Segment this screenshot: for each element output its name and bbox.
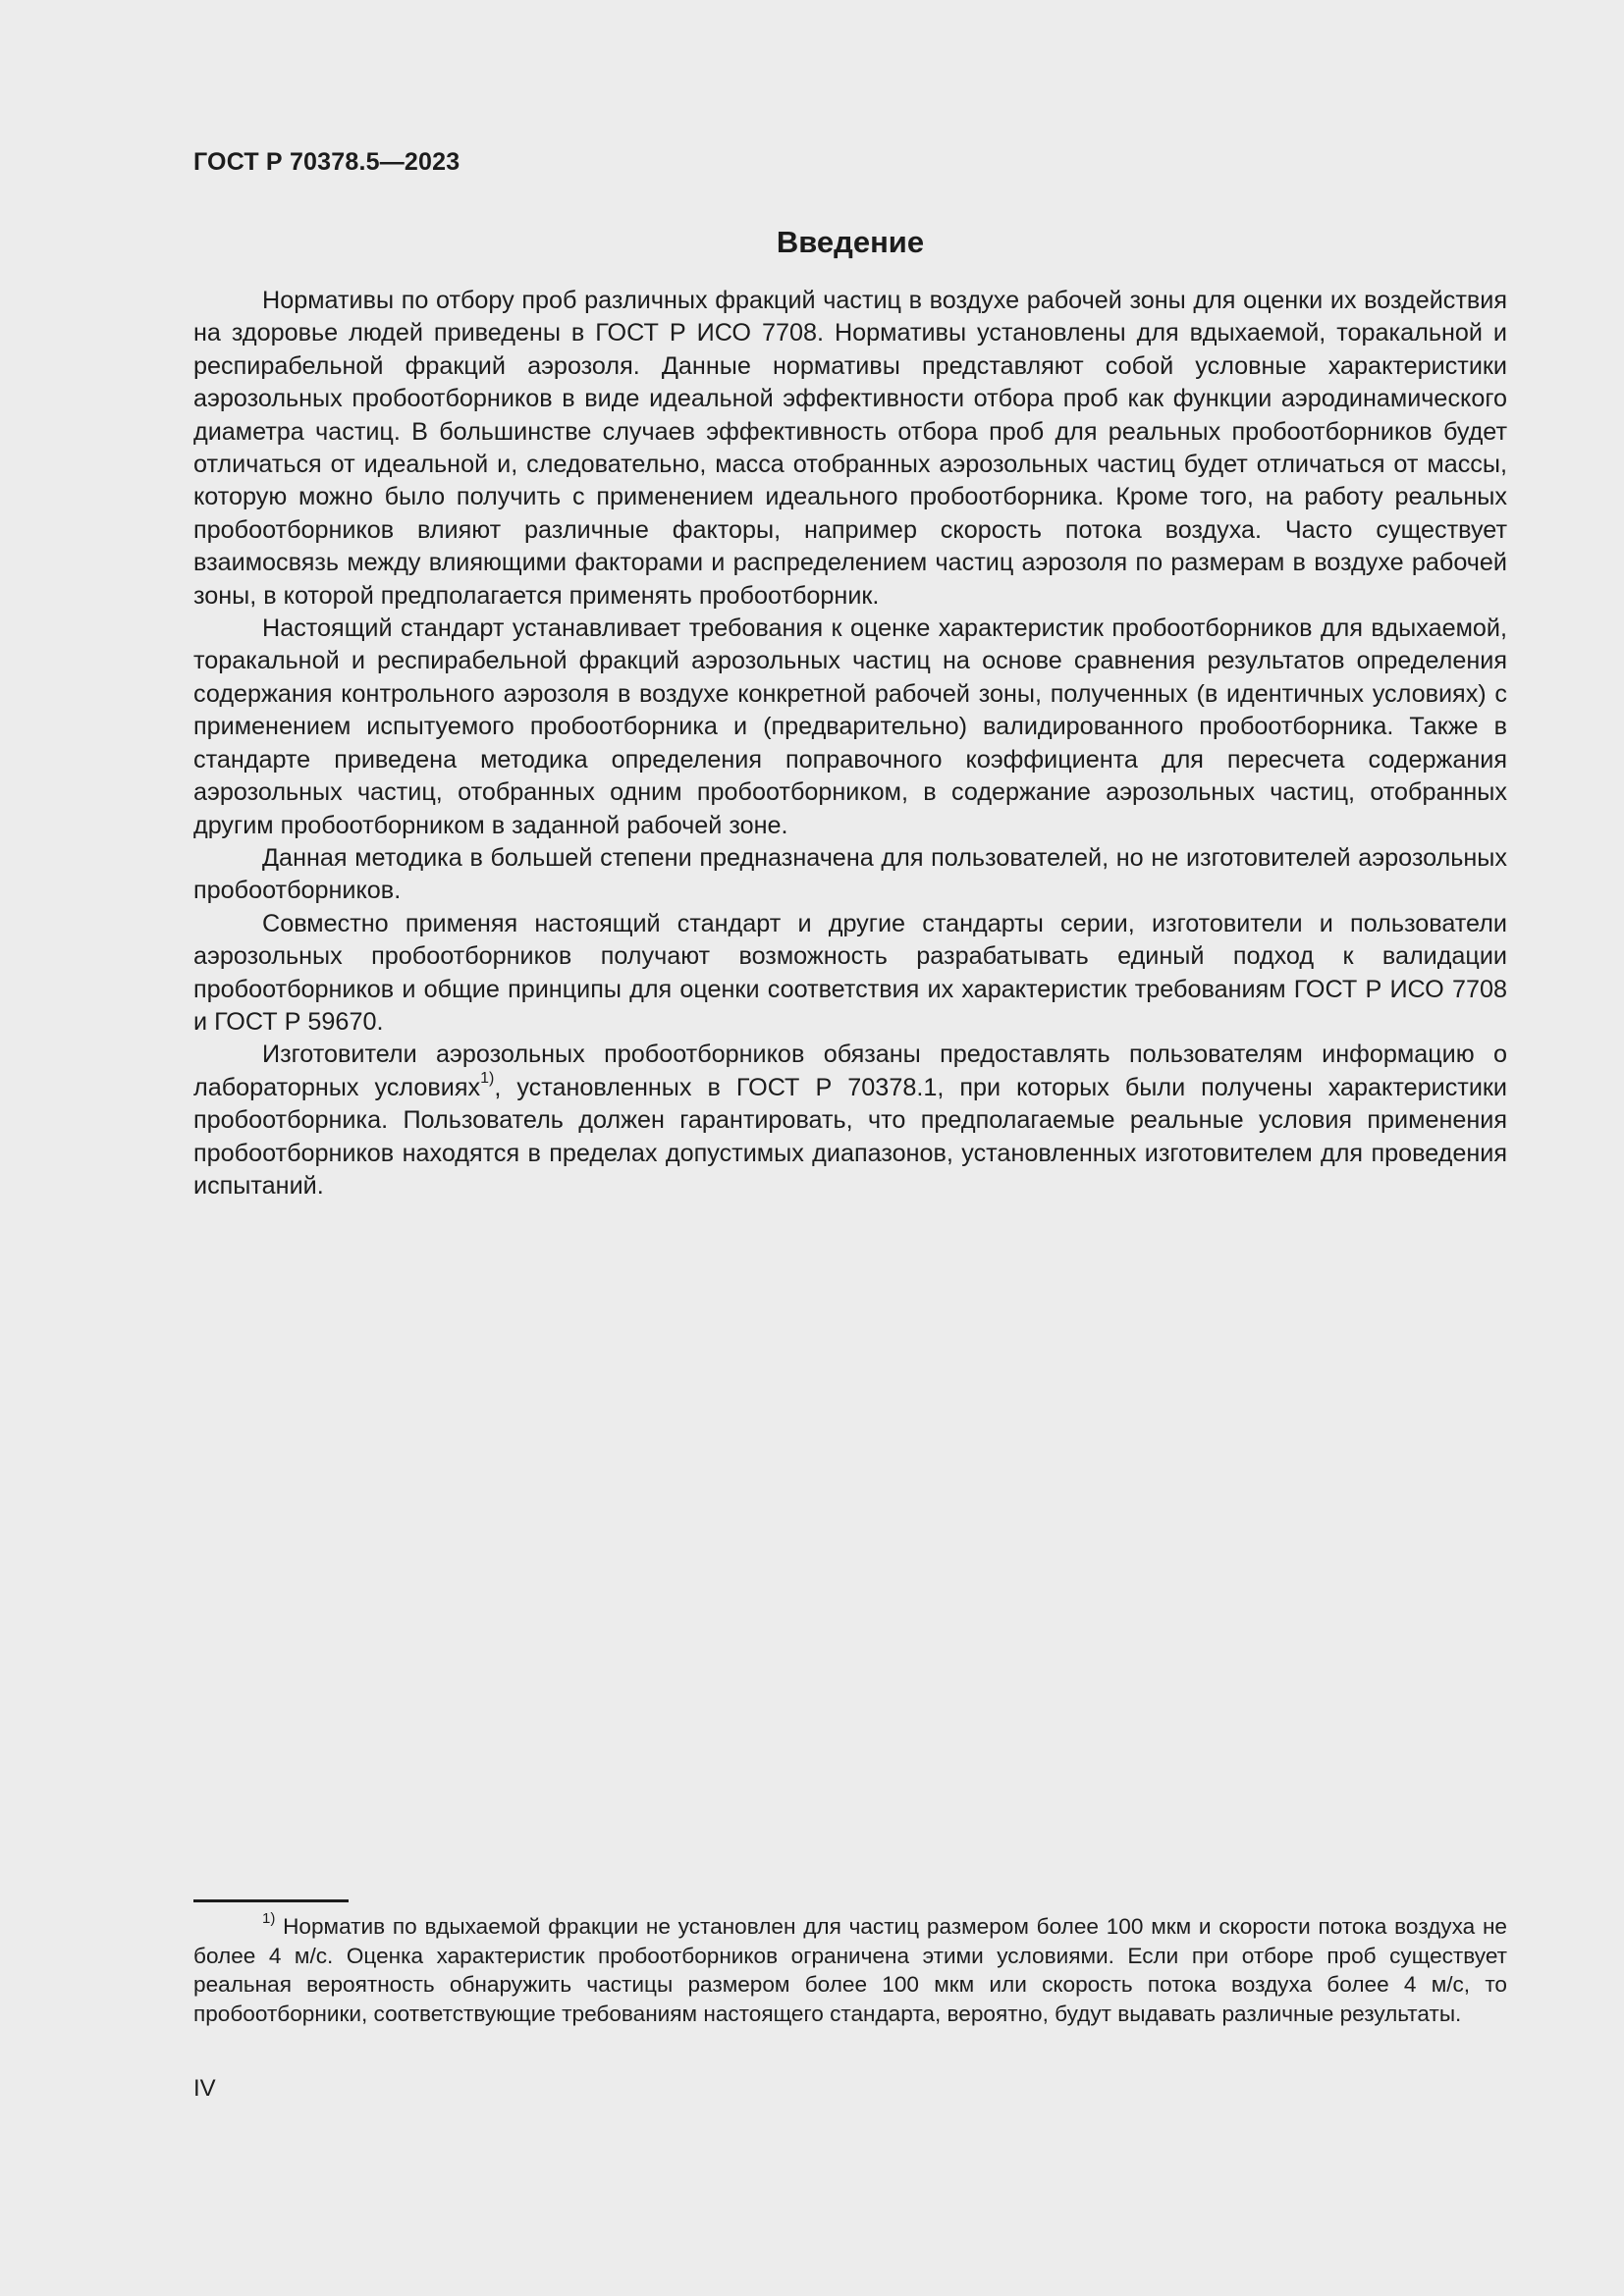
paragraph-3: Данная методика в большей степени предназначена для пользователей, но не изготовителей аэрозольных пробоотборников. [193, 843, 1507, 905]
paragraph-2: Настоящий стандарт устанавливает требования к оценке характеристик пробоотборников для вдыхаемой, торакальной и респирабельной фракций аэрозольных частиц на основе сравнения результатов определения содержания контрольного аэрозоля в воздухе конкретной рабочей зоны, полученных (в идентичных условиях) с применением испытуемого пробоотборника и (предварительно) валидированного пробоотборника. Также в стандарте приведена методика определения поправочного коэффициента для пересчета содержания аэрозольных частиц, отобранных одним пробоотборником, в содержание аэрозольных частиц, отобранных другим пробоотборником в заданной рабочей зоне. [193, 614, 1507, 839]
paragraph-5-text-before: Изготовители аэрозольных пробоотборников обязаны предоставлять пользователям информацию о лабораторных условиях [193, 1041, 1507, 1101]
paragraph-5 [193, 1039, 1507, 1202]
introduction-body [193, 285, 1507, 1202]
footnote-text: Норматив по вдыхаемой фракции не установлен для частиц размером более 100 мкм и скорости потока воздуха не более 4 м/с. Оценка характеристик пробоотборников ограничена этими условиями. Если при отборе проб существует реальная вероятность обнаружить частицы размером более 100 мкм или скорость потока воздуха более 4 м/с, то пробоотборники, соответствующие требованиям настоящего стандарта, вероятно, будут выдавать различные результаты. [193, 1914, 1507, 2026]
footnote-reference[interactable]: 1) [480, 1070, 495, 1088]
footnote [193, 1912, 1507, 2028]
paragraph-4: Совместно применяя настоящий стандарт и другие стандарты серии, изготовители и пользователи аэрозольных пробоотборников получают возможность разрабатывать единый подход к валидации пробоотборников и общие принципы для оценки соответствия их характеристик требованиям ГОСТ Р ИСО 7708 и ГОСТ Р 59670. [193, 909, 1507, 1036]
paragraph-1: Нормативы по отбору проб различных фракций частиц в воздухе рабочей зоны для оценки их воздействия на здоровье людей приведены в ГОСТ Р ИСО 7708. Нормативы установлены для вдыхаемой, торакальной и респирабельной фракций аэрозоля. Данные нормативы представляют собой условные характеристики аэрозольных пробоотборников в виде идеальной эффективности отбора проб как функции аэродинамического диаметра частиц. В большинстве случаев эффективность отбора проб для реальных пробоотборников будет отличаться от идеальной и, следовательно, масса отобранных аэрозольных частиц будет отличаться от массы, которую можно было получить с применением идеального пробоотборника. Кроме того, на работу реальных пробоотборников влияют различные факторы, например скорость потока воздуха. Часто существует взаимосвязь между влияющими факторами и распределением частиц аэрозоля по размерам в воздухе рабочей зоны, в которой предполагается применять пробоотборник. [193, 287, 1507, 610]
section-title: Введение [776, 225, 925, 259]
paragraph-5-text-after: , установленных в ГОСТ Р 70378.1, при которых были получены характеристики пробоотборника. Пользователь должен гарантировать, что предполагаемые реальные условия применения пробоотборников находятся в пределах допустимых диапазонов, установленных изготовителем для проведения испытаний. [193, 1073, 1507, 1200]
footnote-marker: 1) [262, 1910, 276, 1928]
document-code-header: ГОСТ Р 70378.5—2023 [193, 148, 460, 176]
footnote-divider [193, 1899, 349, 1902]
page-number: IV [193, 2075, 216, 2102]
